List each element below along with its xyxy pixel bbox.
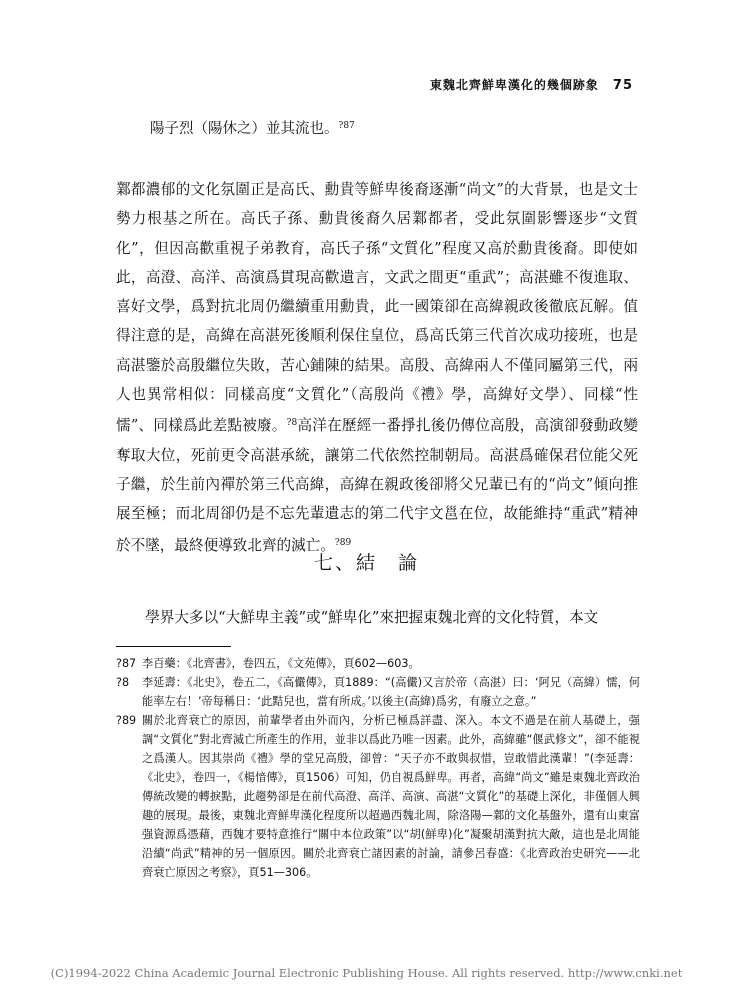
page-number: 75 bbox=[612, 78, 633, 93]
conclusion-paragraph: 學界大多以“大鮮卑主義”或“鮮卑化”來把握東魏北齊的文化特質，本文 bbox=[145, 609, 599, 626]
footnote-marker: ?89 bbox=[116, 714, 137, 727]
section-heading: 七、結 論 bbox=[313, 552, 419, 574]
body-text-part-2: 高洋在歷經一番掙扎後仍傳位高殷，高演卻發動政變奪取大位，死前更令高湛承統，讓第二代依然控制朝局。高湛爲確保君位能父死子繼，於生前內禪於第三代高緯，高緯在親政後卻將父兄輩已有的“尚文”傾向推展至極；而北周卻仍是不忘先輩遺志的第二代宇文邕在位，故能維持“重武”精神於不墜，最終便導致北齊的滅亡。 bbox=[116, 417, 638, 554]
opening-text: 陽子烈（陽休之）並其流也。 bbox=[150, 121, 339, 137]
body-text-part-1: 鄴都濃郁的文化氛圍正是高氏、勳貴等鮮卑後裔逐漸“尚文”的大背景，也是文士勢力根基之所在。高氏子孫、勳貴後裔久居鄴都者，受此氛圍影響逐步“文質化”，但因高歡重視子弟教育，高氏子孫“文質化”程度又高於勳貴後裔。即使如此，高澄、高洋、高演爲貫現高歡遺言，文武之間更“重武”；高湛雖不復進取、喜好文學，爲對抗北周仍繼續重用勳貴，此一國策卻在高緯親政後徹底瓦解。值得注意的是，高緯在高湛死後順利保住皇位，爲高氏第三代首次成功接班，也是高湛鑒於高殷繼位失敗，苦心鋪陳的結果。高殷、高緯兩人不僅同屬第三代，兩人也異常相似：同樣高度“文質化”（高殷尚《禮》學，高緯好文學）、同樣“性懦”、同樣爲此差點被廢。 bbox=[116, 181, 638, 435]
footnote-ref-87[interactable]: ?87 bbox=[338, 121, 355, 131]
footnote-text: 李百藥：《北齊書》，卷四五，《文苑傳》，頁602—603。 bbox=[142, 657, 420, 670]
footnote-item bbox=[116, 673, 640, 711]
opening-line bbox=[150, 117, 355, 138]
footnote-text: 李延壽：《北史》，卷五二，《高儼傳》，頁1889：“(高儼)又言於帝（高湛）曰：‘阿兄（高緯）懦，何能率左右！’帝每稱日：‘此黠兒也，當有所成。’以後主(高緯)爲劣，有廢立之意。” bbox=[142, 676, 640, 708]
footnotes-list bbox=[116, 654, 640, 882]
footnote-ref-89[interactable]: ?89 bbox=[334, 537, 352, 548]
body-paragraph bbox=[116, 175, 638, 560]
footnote-text: 關於北齊衰亡的原因，前輩學者由外而內，分析已極爲詳盡、深入。本文不過是在前人基礎上，强調“文質化”對北齊滅亡所產生的作用，並非以爲此乃唯一因素。此外，高緯雖“偃武修文”，卻不能視之爲漢人。因其崇尚《禮》學的堂兄高殷，卻曾：“天子亦不敢與叔惜，豈敢惜此漢輩！”(李延壽：《北史》，卷四一，《楊愔傳》，頁1506）可知，仍自視爲鮮卑。再者，高緯“尚文”雖是東魏北齊政治傳統改變的轉捩點，此趨勢卻是在前代高澄、高洋、高演、高湛“文質化”的基礎上深化，非僅個人興趣的展現。最後，東魏北齊鮮卑漢化程度所以超過西魏北周，除洛陽—鄴的文化基盤外，還有山東富强資源爲憑藉，西魏才要特意推行“關中本位政策”以“胡(鮮卑)化”凝聚胡漢對抗大敵，這也是北周能沿續“尚武”精神的另一個原因。關於北齊衰亡諸因素的討論，請參呂春盛：《北齊政治史研究——北齊衰亡原因之考察》，頁51—306。 bbox=[142, 714, 641, 879]
footnote-marker: ?87 bbox=[116, 657, 137, 670]
footnote-ref-88[interactable]: ?8 bbox=[286, 418, 298, 429]
running-header bbox=[430, 76, 633, 93]
footnote-item bbox=[116, 711, 640, 882]
footnote-marker: ?8 bbox=[116, 676, 130, 689]
footnote-item bbox=[116, 654, 640, 673]
footnote-divider bbox=[116, 646, 231, 647]
running-header-title: 東魏北齊鮮卑漢化的幾個跡象 bbox=[429, 78, 599, 92]
copyright-watermark: (C)1994-2022 China Academic Journal Electronic Publishing House. All rights reserved. http://www.cnki.net bbox=[50, 966, 683, 980]
